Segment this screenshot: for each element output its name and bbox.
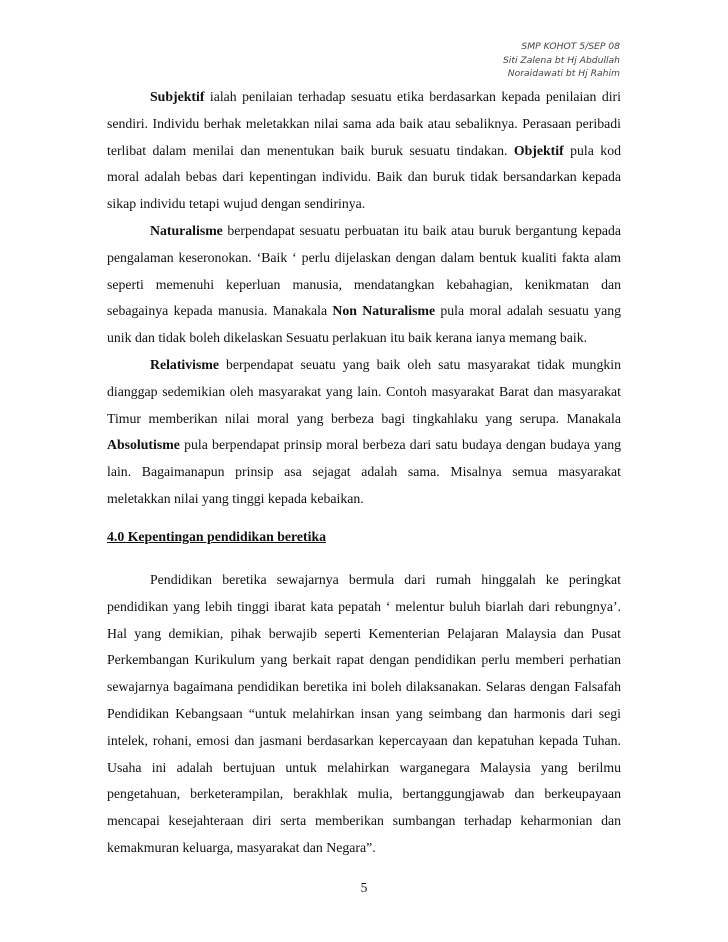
- section-heading: 4.0 Kepentingan pendidikan beretika: [107, 529, 327, 544]
- term-non-naturalisme: Non Naturalisme: [332, 303, 436, 319]
- body-text-bottom: [107, 567, 621, 862]
- term-absolutisme: Absolutisme: [107, 437, 180, 453]
- header-author-1: Siti Zalena bt Hj Abdullah: [502, 54, 620, 66]
- page-header: [503, 40, 620, 81]
- paragraph-pendidikan-beretika: Pendidikan beretika sewajarnya bermula dari rumah hinggalah ke peringkat pendidikan yang lebih tinggi ibarat kata pepatah ‘ melentur buluh biarlah dari rebungnya’. Hal yang demikian, pihak berwajib seperti Kementerian Pelajaran Malaysia dan Pusat Perkembangan Kurikulum yang berkait rapat dengan pendidikan perlu memberi perhatian sewajarnya bagaimana pendidikan beretika ini boleh dilaksanakan. Selaras dengan Falsafah Pendidikan Kebangsaan “untuk melahirkan insan yang seimbang dan harmonis dari segi intelek, rohani, emosi dan jasmani berdasarkan kepercayaan dan kepatuhan kepada Tuhan. Usaha ini adalah bertujuan untuk melahirkan warganegara Malaysia yang berilmu pengetahuan, berketerampilan, berakhlak mulia, bertanggungjawab dan berkeupayaan mencapai kesejahteraan diri serta memberikan sumbangan terhadap keharmonian dan kemakmuran keluarga, masyarakat dan Negara”.: [107, 572, 621, 855]
- paragraph-naturalisme: Naturalisme berpendapat sesuatu perbuatan itu baik atau buruk bergantung kepada pengalaman keseronokan. ‘Baik ‘ perlu dijelaskan dengan dalam bentuk kualiti fakta alam seperti memenuhi keperluan manusia, mendatangkan kebahagian, kenikmatan dan sebagainya kepada manusia. Manakala Non Naturalisme pula moral adalah sesuatu yang unik dan tidak boleh dikelaskan Sesuatu perlakuan itu baik kerana ianya memang baik.: [107, 222, 621, 346]
- term-relativisme: Relativisme: [150, 356, 219, 372]
- header-author-2: Noraidawati bt Hj Rahim: [507, 68, 620, 79]
- header-course: SMP KOHOT 5/SEP 08: [521, 41, 620, 52]
- paragraph-subjektif-objektif: Subjektif ialah penilaian terhadap sesuatu etika berdasarkan kepada penilaian diri sendiri. Individu berhak meletakkan nilai sama ada baik atau sebaliknya. Perasaan peribadi terlibat dalam menilai dan menentukan baik buruk sesuatu tindakan. Objektif pula kod moral adalah bebas dari kepentingan individu. Baik dan buruk tidak bersandarkan kepada sikap individu tetapi wujud dengan sendirinya.: [107, 89, 621, 212]
- section-heading-block: [107, 524, 621, 551]
- term-naturalisme: Naturalisme: [150, 222, 223, 238]
- body-text-top: [107, 84, 621, 513]
- term-subjektif: Subjektif: [150, 89, 205, 104]
- term-objektif: Objektif: [513, 142, 564, 158]
- page-number: 5: [360, 880, 368, 895]
- paragraph-relativisme: Relativisme berpendapat seuatu yang baik oleh satu masyarakat tidak mungkin dianggap sedemikian oleh masyarakat yang lain. Contoh masyarakat Barat dan masyarakat Timur memberikan nilai moral yang berbeza bagi tingkahlaku yang serupa. Manakala Absolutisme pula berpendapat prinsip moral berbeza dari satu budaya dengan budaya yang lain. Bagaimanapun prinsip asa sejagat adalah sama. Misalnya semua masyarakat meletakkan nilai yang tinggi kepada kebaikan.: [107, 356, 621, 506]
